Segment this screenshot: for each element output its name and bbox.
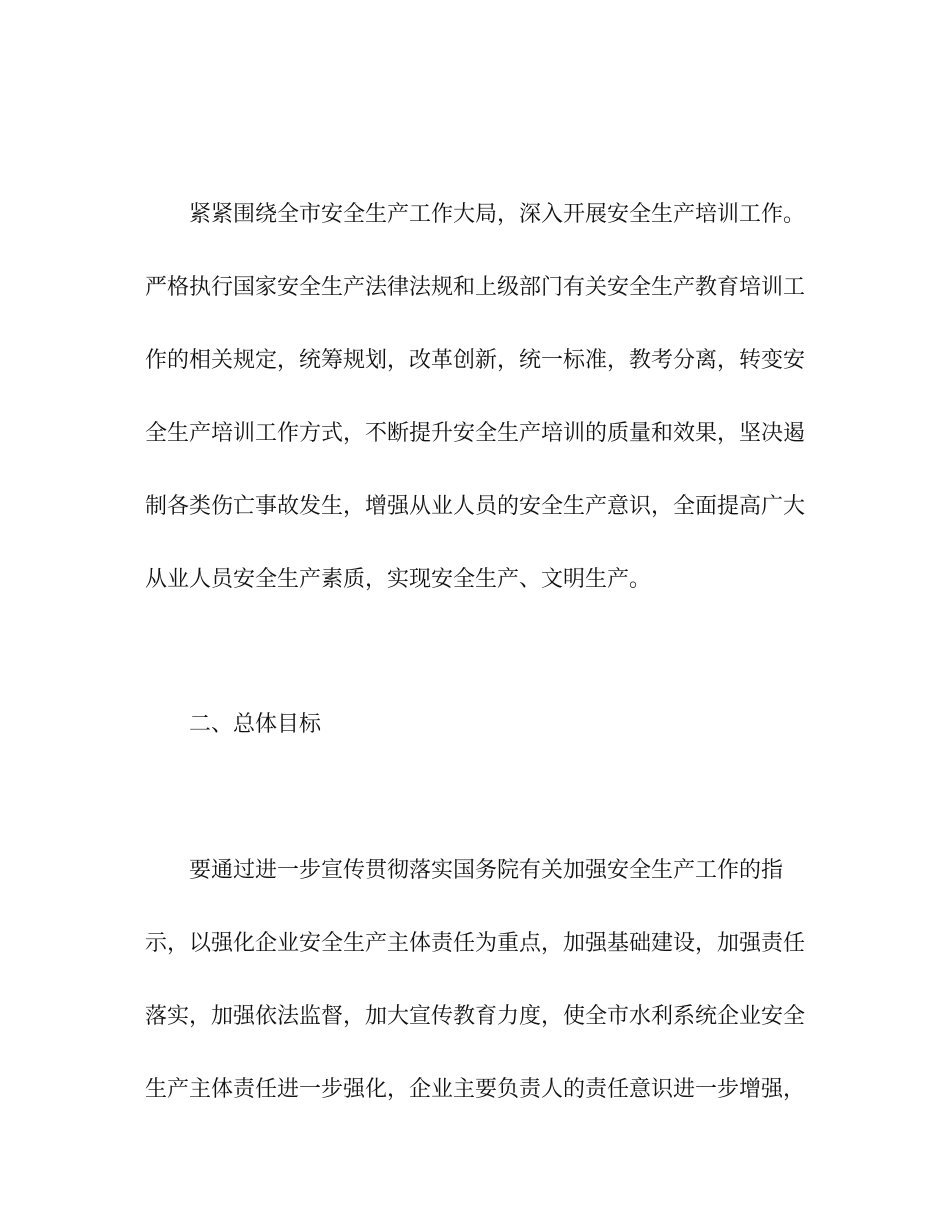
paragraph-2-line-4: 生产主体责任进一步强化，企业主要负责人的责任意识进一步增强， xyxy=(145,1077,805,1102)
paragraph-2-line-1: 要通过进一步宣传贯彻落实国务院有关加强安全生产工作的指 xyxy=(189,858,784,883)
paragraph-1-line-4: 全生产培训工作方式，不断提升安全生产培训的质量和效果，坚决遏 xyxy=(145,421,805,446)
paragraph-1-line-3: 作的相关规定，统筹规划，改革创新，统一标准，教考分离，转变安 xyxy=(145,348,805,373)
paragraph-2-line-2: 示，以强化企业安全生产主体责任为重点，加强基础建设，加强责任 xyxy=(145,931,805,956)
section-heading: 二、总体目标 xyxy=(189,712,322,737)
paragraph-1-line-6: 从业人员安全生产素质，实现安全生产、文明生产。 xyxy=(145,567,652,592)
paragraph-1-line-5: 制各类伤亡事故发生，增强从业人员的安全生产意识，全面提高广大 xyxy=(145,494,805,519)
paragraph-1-line-1: 紧紧围绕全市安全生产工作大局，深入开展安全生产培训工作。 xyxy=(189,202,805,227)
paragraph-1-line-2: 严格执行国家安全生产法律法规和上级部门有关安全生产教育培训工 xyxy=(145,275,805,300)
paragraph-2-line-3: 落实，加强依法监督，加大宣传教育力度，使全市水利系统企业安全 xyxy=(145,1004,805,1029)
